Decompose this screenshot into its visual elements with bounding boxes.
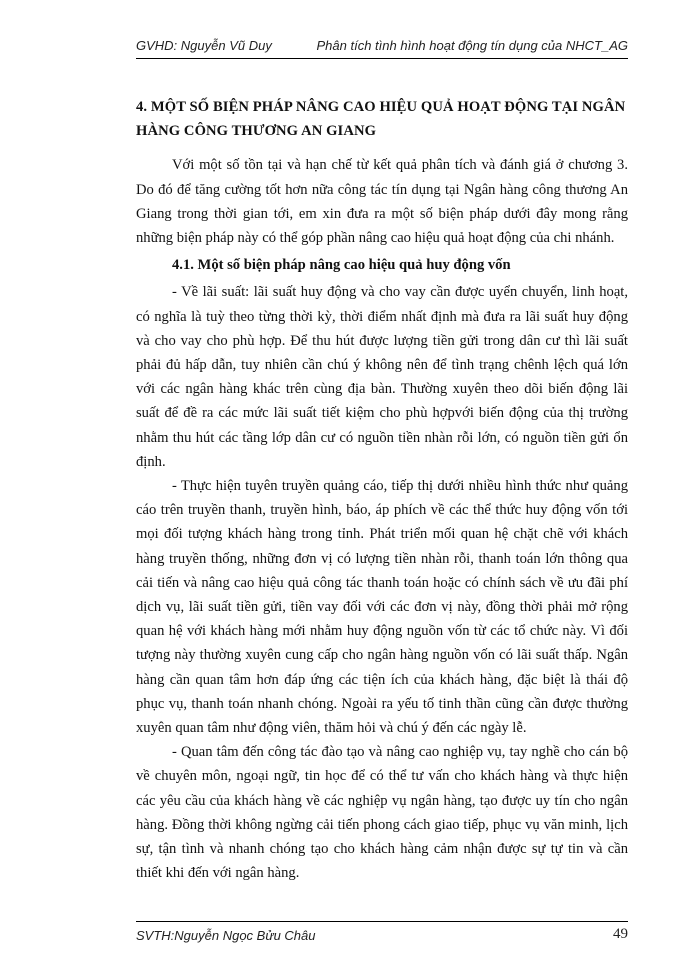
- header-divider: [136, 58, 628, 59]
- subsection-heading: 4.1. Một số biện pháp nâng cao hiệu quả huy động vốn: [172, 257, 511, 274]
- section-heading-line-2: HÀNG CÔNG THƯƠNG AN GIANG: [136, 123, 377, 140]
- page-number: 49: [613, 926, 628, 942]
- header-advisor: GVHD: Nguyễn Vũ Duy: [136, 38, 272, 53]
- intro-paragraph: Với một số tồn tại và hạn chế từ kết quả phân tích và đánh giá ở chương 3. Do đó để tăng cường tốt hơn nữa công tác tín dụng tại Ngân hàng công thương An Giang trong thời gian tới, em xin đưa ra một số biện pháp dưới đây mong rằng những biện pháp này có thể góp phần nâng cao hiệu quả hoạt động của chi nhánh.: [136, 157, 628, 247]
- page-header: [136, 38, 628, 58]
- paragraph-interest-rate: - Về lãi suất: lãi suất huy động và cho vay cần được uyển chuyển, linh hoạt, có nghĩa là tuỳ theo từng thời kỳ, thời điểm nhất định mà đưa ra lãi suất huy động và cho vay cho phù hợp. Để thu hút được lượng tiền gửi trong dân cư thì lãi suất phải đủ hấp dẫn, tuy nhiên cần chú ý không nên để tình trạng chênh lệch quá lớn với các ngân hàng khác trên cùng địa bàn. Thường xuyên theo dõi biến động lãi suất để đề ra các mức lãi suất tiết kiệm cho phù hợpvới biến động của thị trường nhằm thu hút các tầng lớp dân cư có nguồn tiền nhàn rỗi lớn, có nguồn tiền gửi ổn định.: [136, 284, 628, 470]
- section-heading: [136, 95, 628, 143]
- footer-author: SVTH:Nguyễn Ngọc Bửu Châu: [136, 928, 316, 943]
- document-body: [136, 95, 628, 886]
- header-title: Phân tích tình hình hoạt động tín dụng của NHCT_AG: [316, 38, 628, 53]
- section-heading-line-1: 4. MỘT SỐ BIỆN PHÁP NÂNG CAO HIỆU QUẢ HOẠT ĐỘNG TẠI NGÂN: [136, 99, 626, 115]
- footer-divider: [136, 921, 628, 922]
- paragraph-advertising: - Thực hiện tuyên truyền quảng cáo, tiếp thị dưới nhiều hình thức như quảng cáo trên truyền thanh, truyền hình, báo, áp phích về các thể thức huy động vốn tới mọi đối tượng khách hàng trong tỉnh. Phát triển mối quan hệ chặt chẽ với khách hàng truyền thống, những đơn vị có lượng tiền nhàn rỗi, thanh toán lớn thông qua cải tiến và nâng cao hiệu quả công tác thanh toán hoặc có chính sách về ưu đãi phí dịch vụ, lãi suất tiền gửi, tiền vay đối với các đơn vị này, đồng thời phải mở rộng quan hệ với khách hàng mới nhằm huy động nguồn vốn từ các tổ chức này. Vì đối tượng này thường xuyên cung cấp cho ngân hàng nguồn vốn có lãi suất thấp. Ngân hàng cần quan tâm hơn đáp ứng các tiện ích của khách hàng, đặc biệt là thái độ phục vụ, thanh toán nhanh chóng. Ngoài ra yếu tố tinh thần cũng cần được thường xuyên quan tâm như động viên, thăm hỏi và chú ý đến các ngày lễ.: [136, 478, 628, 737]
- paragraph-training: - Quan tâm đến công tác đào tạo và nâng cao nghiệp vụ, tay nghề cho cán bộ về chuyên môn, ngoại ngữ, tin học để có thể tư vấn cho khách hàng và thực hiện các yêu cầu của khách hàng về các nghiệp vụ ngân hàng, tạo được uy tín cho ngân hàng. Đồng thời không ngừng cải tiến phong cách giao tiếp, phục vụ văn minh, lịch sự, tận tình và nhanh chóng tạo cho khách hàng cảm nhận được sự tự tin và cần thiết khi đến với ngân hàng.: [136, 744, 628, 882]
- page-footer: [136, 926, 628, 946]
